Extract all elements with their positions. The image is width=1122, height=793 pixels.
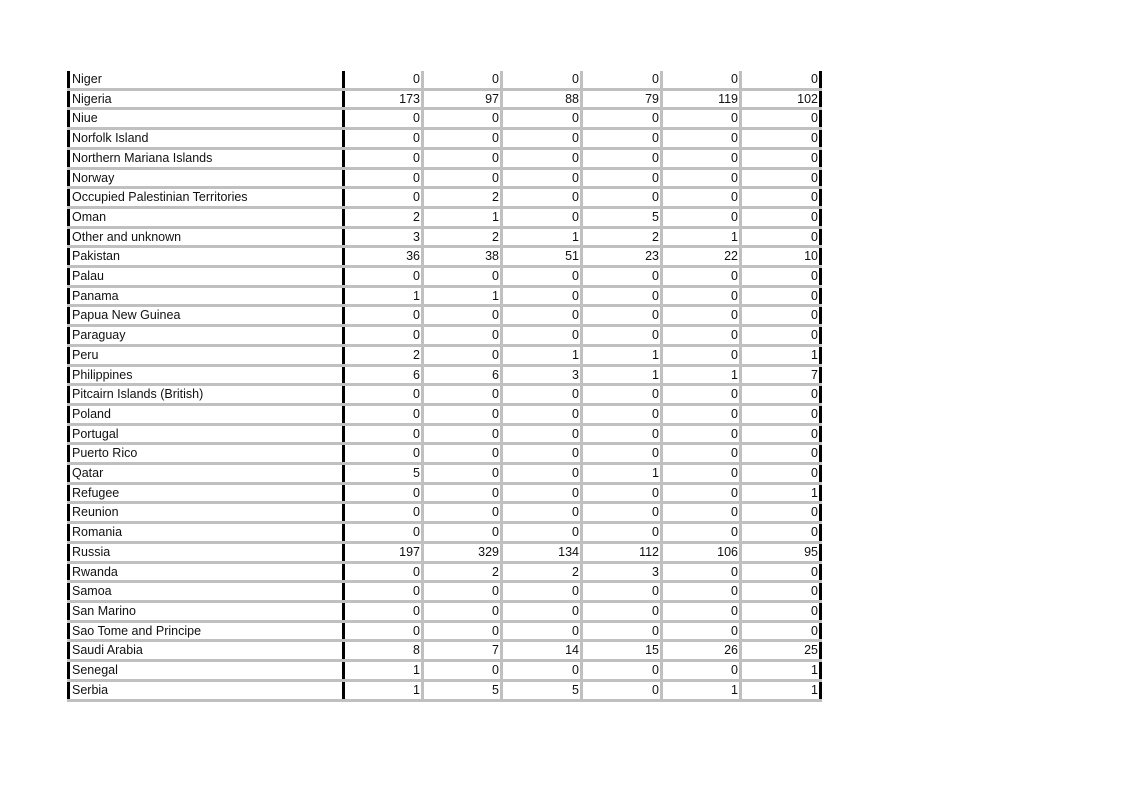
value-cell-col5: 1: [662, 680, 741, 700]
value-cell-col6: 10: [741, 247, 821, 267]
value-cell-col2: 329: [423, 542, 502, 562]
value-cell-col2: 0: [423, 306, 502, 326]
value-cell-col1: 0: [344, 483, 423, 503]
value-cell-col2: 5: [423, 680, 502, 700]
value-cell-col4: 23: [582, 247, 662, 267]
value-cell-col6: 0: [741, 207, 821, 227]
table-row: [69, 542, 821, 562]
value-cell-col6: 1: [741, 661, 821, 681]
table-row: [69, 188, 821, 208]
country-cell: Sao Tome and Principe: [69, 621, 344, 641]
value-cell-col3: 51: [502, 247, 582, 267]
value-cell-col2: 0: [423, 464, 502, 484]
value-cell-col3: 0: [502, 582, 582, 602]
table-row: [69, 385, 821, 405]
country-cell: Papua New Guinea: [69, 306, 344, 326]
value-cell-col5: 0: [662, 385, 741, 405]
value-cell-col4: 0: [582, 326, 662, 346]
value-cell-col6: 25: [741, 641, 821, 661]
value-cell-col4: 0: [582, 680, 662, 700]
value-cell-col6: 0: [741, 267, 821, 287]
value-cell-col3: 0: [502, 109, 582, 129]
value-cell-col1: 0: [344, 621, 423, 641]
value-cell-col5: 0: [662, 483, 741, 503]
table-row: [69, 523, 821, 543]
value-cell-col1: 1: [344, 680, 423, 700]
table-row: [69, 109, 821, 129]
value-cell-col5: 1: [662, 227, 741, 247]
value-cell-col1: 2: [344, 345, 423, 365]
value-cell-col1: 0: [344, 188, 423, 208]
value-cell-col4: 0: [582, 109, 662, 129]
value-cell-col3: 0: [502, 188, 582, 208]
value-cell-col2: 0: [423, 621, 502, 641]
country-cell: Serbia: [69, 680, 344, 700]
table-row: [69, 129, 821, 149]
value-cell-col3: 0: [502, 385, 582, 405]
country-cell: Portugal: [69, 424, 344, 444]
value-cell-col3: 88: [502, 89, 582, 109]
value-cell-col6: 0: [741, 424, 821, 444]
value-cell-col5: 26: [662, 641, 741, 661]
value-cell-col6: 0: [741, 562, 821, 582]
value-cell-col3: 0: [502, 444, 582, 464]
value-cell-col1: 8: [344, 641, 423, 661]
value-cell-col2: 0: [423, 267, 502, 287]
value-cell-col4: 0: [582, 483, 662, 503]
value-cell-col6: 0: [741, 523, 821, 543]
value-cell-col4: 1: [582, 345, 662, 365]
value-cell-col2: 0: [423, 483, 502, 503]
value-cell-col1: 0: [344, 129, 423, 149]
table-row: [69, 444, 821, 464]
value-cell-col2: 0: [423, 523, 502, 543]
country-cell: Pakistan: [69, 247, 344, 267]
value-cell-col4: 1: [582, 365, 662, 385]
value-cell-col6: 102: [741, 89, 821, 109]
value-cell-col5: 0: [662, 601, 741, 621]
value-cell-col1: 0: [344, 523, 423, 543]
value-cell-col3: 0: [502, 168, 582, 188]
country-cell: Panama: [69, 286, 344, 306]
value-cell-col2: 0: [423, 582, 502, 602]
table-row: [69, 71, 821, 89]
value-cell-col6: 0: [741, 601, 821, 621]
value-cell-col5: 0: [662, 464, 741, 484]
value-cell-col4: 0: [582, 523, 662, 543]
value-cell-col3: 0: [502, 207, 582, 227]
value-cell-col3: 3: [502, 365, 582, 385]
value-cell-col3: 0: [502, 483, 582, 503]
value-cell-col6: 0: [741, 188, 821, 208]
value-cell-col4: 0: [582, 129, 662, 149]
value-cell-col5: 0: [662, 148, 741, 168]
table-row: [69, 286, 821, 306]
value-cell-col3: 0: [502, 286, 582, 306]
value-cell-col2: 7: [423, 641, 502, 661]
country-cell: Norfolk Island: [69, 129, 344, 149]
value-cell-col2: 38: [423, 247, 502, 267]
country-cell: Northern Mariana Islands: [69, 148, 344, 168]
value-cell-col4: 112: [582, 542, 662, 562]
value-cell-col2: 0: [423, 109, 502, 129]
value-cell-col3: 0: [502, 148, 582, 168]
value-cell-col5: 0: [662, 326, 741, 346]
value-cell-col2: 1: [423, 286, 502, 306]
table-row: [69, 247, 821, 267]
value-cell-col6: 0: [741, 227, 821, 247]
value-cell-col6: 0: [741, 71, 821, 89]
value-cell-col1: 0: [344, 503, 423, 523]
value-cell-col3: 0: [502, 464, 582, 484]
value-cell-col2: 0: [423, 148, 502, 168]
country-cell: Palau: [69, 267, 344, 287]
value-cell-col1: 0: [344, 148, 423, 168]
table-row: [69, 404, 821, 424]
country-cell: Niger: [69, 71, 344, 89]
value-cell-col1: 5: [344, 464, 423, 484]
value-cell-col1: 0: [344, 562, 423, 582]
value-cell-col5: 106: [662, 542, 741, 562]
value-cell-col2: 2: [423, 227, 502, 247]
value-cell-col2: 0: [423, 71, 502, 89]
value-cell-col5: 0: [662, 444, 741, 464]
value-cell-col4: 0: [582, 168, 662, 188]
value-cell-col1: 3: [344, 227, 423, 247]
table-row: [69, 227, 821, 247]
value-cell-col5: 0: [662, 286, 741, 306]
value-cell-col6: 7: [741, 365, 821, 385]
value-cell-col1: 0: [344, 71, 423, 89]
value-cell-col4: 15: [582, 641, 662, 661]
table-row: [69, 661, 821, 681]
table-row: [69, 168, 821, 188]
value-cell-col3: 0: [502, 424, 582, 444]
value-cell-col1: 2: [344, 207, 423, 227]
value-cell-col1: 0: [344, 267, 423, 287]
table-row: [69, 562, 821, 582]
value-cell-col3: 1: [502, 345, 582, 365]
value-cell-col5: 1: [662, 365, 741, 385]
country-cell: Occupied Palestinian Territories: [69, 188, 344, 208]
country-cell: Refugee: [69, 483, 344, 503]
value-cell-col1: 0: [344, 168, 423, 188]
value-cell-col2: 2: [423, 188, 502, 208]
country-cell: Philippines: [69, 365, 344, 385]
value-cell-col2: 0: [423, 129, 502, 149]
value-cell-col3: 0: [502, 503, 582, 523]
value-cell-col6: 0: [741, 326, 821, 346]
table-row: [69, 582, 821, 602]
value-cell-col1: 6: [344, 365, 423, 385]
value-cell-col2: 0: [423, 326, 502, 346]
value-cell-col2: 0: [423, 601, 502, 621]
country-cell: Senegal: [69, 661, 344, 681]
value-cell-col3: 0: [502, 661, 582, 681]
value-cell-col5: 0: [662, 267, 741, 287]
value-cell-col4: 79: [582, 89, 662, 109]
country-cell: Samoa: [69, 582, 344, 602]
value-cell-col3: 134: [502, 542, 582, 562]
value-cell-col2: 0: [423, 345, 502, 365]
country-cell: Peru: [69, 345, 344, 365]
value-cell-col4: 0: [582, 582, 662, 602]
value-cell-col5: 0: [662, 71, 741, 89]
value-cell-col1: 0: [344, 601, 423, 621]
value-cell-col1: 173: [344, 89, 423, 109]
value-cell-col1: 1: [344, 661, 423, 681]
country-cell: Niue: [69, 109, 344, 129]
value-cell-col5: 0: [662, 207, 741, 227]
value-cell-col5: 0: [662, 345, 741, 365]
table-row: [69, 267, 821, 287]
value-cell-col3: 1: [502, 227, 582, 247]
table-body: [69, 71, 821, 700]
value-cell-col5: 0: [662, 503, 741, 523]
value-cell-col3: 0: [502, 404, 582, 424]
value-cell-col2: 0: [423, 385, 502, 405]
value-cell-col5: 119: [662, 89, 741, 109]
table-row: [69, 326, 821, 346]
value-cell-col5: 0: [662, 168, 741, 188]
value-cell-col6: 0: [741, 464, 821, 484]
table-row: [69, 601, 821, 621]
value-cell-col3: 0: [502, 621, 582, 641]
value-cell-col4: 0: [582, 503, 662, 523]
value-cell-col2: 0: [423, 661, 502, 681]
value-cell-col3: 0: [502, 326, 582, 346]
value-cell-col3: 0: [502, 523, 582, 543]
value-cell-col2: 0: [423, 424, 502, 444]
value-cell-col5: 0: [662, 621, 741, 641]
country-cell: Puerto Rico: [69, 444, 344, 464]
country-cell: Russia: [69, 542, 344, 562]
value-cell-col4: 5: [582, 207, 662, 227]
value-cell-col1: 0: [344, 424, 423, 444]
value-cell-col4: 0: [582, 385, 662, 405]
country-cell: Romania: [69, 523, 344, 543]
country-cell: Pitcairn Islands (British): [69, 385, 344, 405]
value-cell-col1: 0: [344, 306, 423, 326]
value-cell-col4: 1: [582, 464, 662, 484]
value-cell-col5: 0: [662, 188, 741, 208]
value-cell-col6: 0: [741, 168, 821, 188]
value-cell-col1: 36: [344, 247, 423, 267]
value-cell-col4: 0: [582, 267, 662, 287]
table-row: [69, 503, 821, 523]
table-row: [69, 424, 821, 444]
country-cell: Nigeria: [69, 89, 344, 109]
value-cell-col4: 0: [582, 188, 662, 208]
country-cell: Other and unknown: [69, 227, 344, 247]
value-cell-col6: 0: [741, 148, 821, 168]
country-cell: Oman: [69, 207, 344, 227]
value-cell-col4: 0: [582, 286, 662, 306]
table-row: [69, 464, 821, 484]
value-cell-col5: 0: [662, 129, 741, 149]
table-row: [69, 621, 821, 641]
value-cell-col4: 0: [582, 306, 662, 326]
value-cell-col5: 0: [662, 523, 741, 543]
value-cell-col4: 0: [582, 661, 662, 681]
value-cell-col1: 0: [344, 385, 423, 405]
value-cell-col1: 1: [344, 286, 423, 306]
country-cell: Norway: [69, 168, 344, 188]
value-cell-col3: 14: [502, 641, 582, 661]
value-cell-col2: 0: [423, 503, 502, 523]
value-cell-col6: 0: [741, 306, 821, 326]
value-cell-col3: 0: [502, 601, 582, 621]
value-cell-col4: 0: [582, 148, 662, 168]
value-cell-col6: 0: [741, 621, 821, 641]
value-cell-col1: 0: [344, 582, 423, 602]
value-cell-col6: 0: [741, 503, 821, 523]
value-cell-col6: 0: [741, 404, 821, 424]
value-cell-col1: 0: [344, 404, 423, 424]
value-cell-col3: 0: [502, 129, 582, 149]
value-cell-col1: 0: [344, 444, 423, 464]
value-cell-col6: 0: [741, 109, 821, 129]
value-cell-col3: 0: [502, 267, 582, 287]
value-cell-col4: 0: [582, 404, 662, 424]
table-row: [69, 680, 821, 700]
value-cell-col5: 0: [662, 582, 741, 602]
value-cell-col6: 0: [741, 444, 821, 464]
value-cell-col5: 0: [662, 306, 741, 326]
value-cell-col3: 5: [502, 680, 582, 700]
country-cell: San Marino: [69, 601, 344, 621]
country-data-table: [67, 71, 822, 702]
country-cell: Paraguay: [69, 326, 344, 346]
value-cell-col6: 1: [741, 345, 821, 365]
table-row: [69, 148, 821, 168]
value-cell-col1: 0: [344, 109, 423, 129]
country-cell: Poland: [69, 404, 344, 424]
table-row: [69, 306, 821, 326]
value-cell-col5: 0: [662, 109, 741, 129]
value-cell-col6: 0: [741, 582, 821, 602]
value-cell-col2: 6: [423, 365, 502, 385]
value-cell-col4: 0: [582, 601, 662, 621]
table-row: [69, 345, 821, 365]
value-cell-col2: 2: [423, 562, 502, 582]
value-cell-col2: 0: [423, 444, 502, 464]
value-cell-col4: 0: [582, 621, 662, 641]
value-cell-col5: 22: [662, 247, 741, 267]
value-cell-col6: 0: [741, 129, 821, 149]
country-cell: Qatar: [69, 464, 344, 484]
value-cell-col6: 1: [741, 680, 821, 700]
table-row: [69, 89, 821, 109]
value-cell-col2: 0: [423, 168, 502, 188]
table-row: [69, 207, 821, 227]
value-cell-col6: 1: [741, 483, 821, 503]
value-cell-col2: 1: [423, 207, 502, 227]
value-cell-col1: 0: [344, 326, 423, 346]
value-cell-col4: 3: [582, 562, 662, 582]
value-cell-col5: 0: [662, 661, 741, 681]
value-cell-col4: 2: [582, 227, 662, 247]
value-cell-col6: 95: [741, 542, 821, 562]
table-row: [69, 365, 821, 385]
value-cell-col1: 197: [344, 542, 423, 562]
value-cell-col5: 0: [662, 562, 741, 582]
value-cell-col6: 0: [741, 286, 821, 306]
value-cell-col3: 0: [502, 306, 582, 326]
value-cell-col4: 0: [582, 71, 662, 89]
table-row: [69, 641, 821, 661]
value-cell-col2: 97: [423, 89, 502, 109]
value-cell-col5: 0: [662, 424, 741, 444]
value-cell-col3: 2: [502, 562, 582, 582]
country-cell: Saudi Arabia: [69, 641, 344, 661]
value-cell-col4: 0: [582, 424, 662, 444]
value-cell-col3: 0: [502, 71, 582, 89]
table-row: [69, 483, 821, 503]
country-cell: Reunion: [69, 503, 344, 523]
value-cell-col4: 0: [582, 444, 662, 464]
value-cell-col2: 0: [423, 404, 502, 424]
value-cell-col5: 0: [662, 404, 741, 424]
country-cell: Rwanda: [69, 562, 344, 582]
value-cell-col6: 0: [741, 385, 821, 405]
